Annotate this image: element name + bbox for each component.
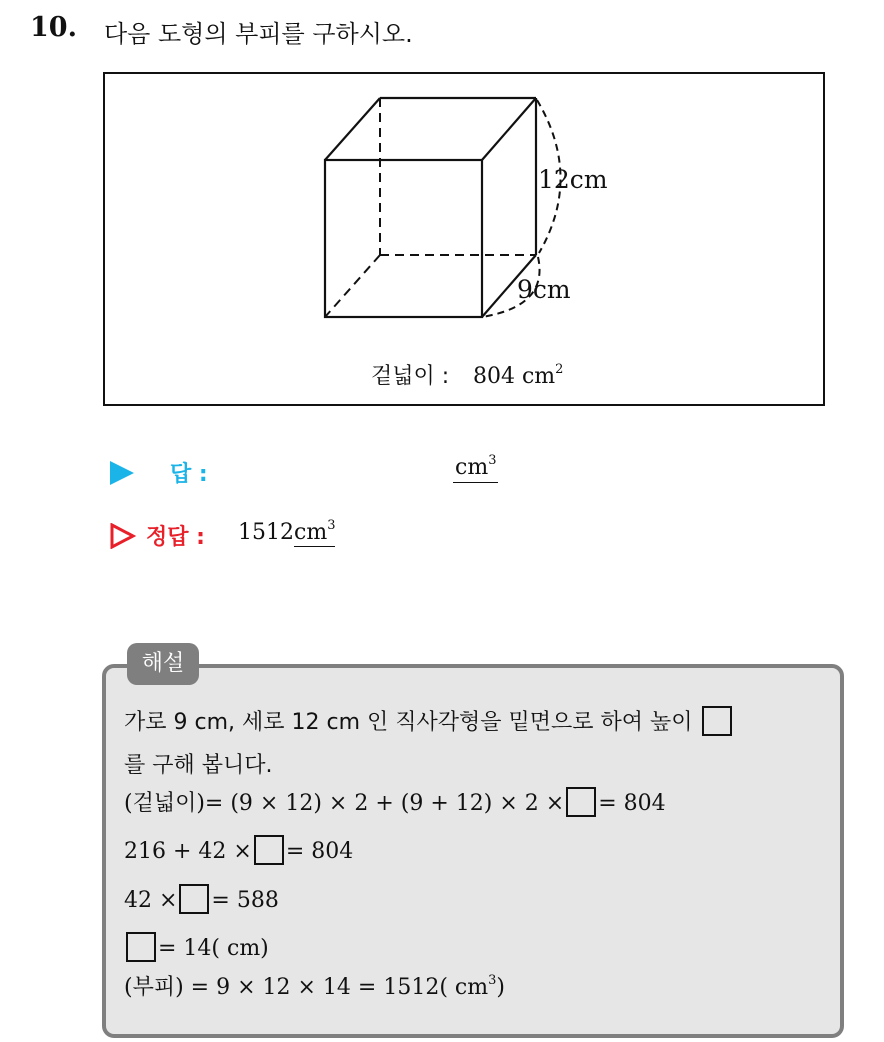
explanation-line-2: 를 구해 봅니다. <box>124 753 273 778</box>
hidden-diagonal-edge <box>325 255 380 317</box>
top-left-edge <box>325 98 380 160</box>
explanation-tab: 해설 <box>127 643 199 685</box>
surface-area-value: 804 $cm^2$ <box>473 362 564 389</box>
question-number: 10. <box>30 12 77 43</box>
correct-answer-row <box>110 518 710 554</box>
blank-box <box>254 835 284 865</box>
explanation-line-4: 216 + 42 × = 804 <box>124 835 353 865</box>
explanation-line-6: = 14( cm) <box>124 932 269 962</box>
blank-box <box>702 706 732 736</box>
answer-row <box>110 455 710 491</box>
explanation-line-3: (겉넓이)= (9 × 12) × 2 + (9 + 12) × 2 × = 804 <box>124 786 666 817</box>
blank-box <box>566 787 596 817</box>
explanation-line-1: 가로 9 cm, 세로 12 cm 인 직사각형을 밑면으로 하여 높이 <box>124 705 734 736</box>
width-label: 9cm <box>517 275 571 304</box>
blank-box <box>126 932 156 962</box>
figure-box <box>103 72 825 406</box>
cuboid-diagram <box>105 74 827 408</box>
top-right-edge <box>482 98 536 160</box>
play-arrow-icon <box>110 461 134 485</box>
surface-area-label: 겉넓이 : <box>371 364 450 389</box>
front-face <box>325 160 482 317</box>
explanation-line-7: (부피) = 9 × 12 × 14 = 1512( $cm^3$) <box>124 973 505 1000</box>
explanation-line-5: 42 × = 588 <box>124 884 279 914</box>
question-text: 다음 도형의 부피를 구하시오. <box>104 20 413 48</box>
correct-answer-value: $1512cm^3$ <box>238 518 336 545</box>
height-label: 12cm <box>538 165 608 194</box>
blank-box <box>179 884 209 914</box>
answer-label: 답 : <box>170 462 208 487</box>
outlined-arrow-icon <box>110 523 136 549</box>
answer-unit[interactable]: $cm^3$ <box>453 455 498 483</box>
correct-answer-label: 정답 : <box>146 525 205 550</box>
